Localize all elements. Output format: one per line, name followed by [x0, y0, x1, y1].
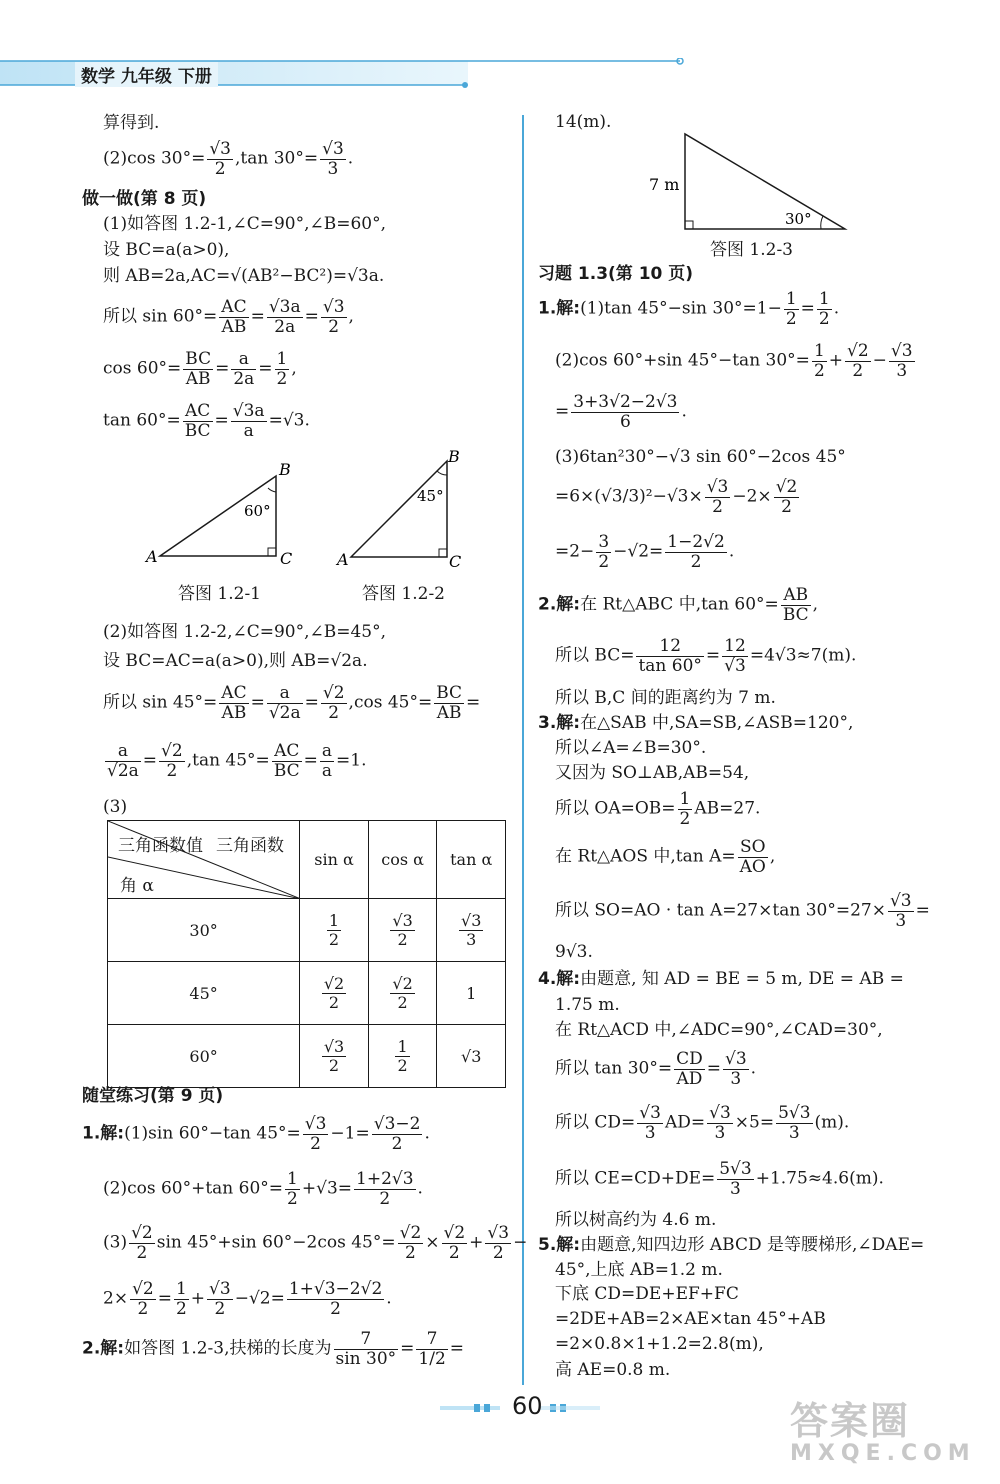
equation-line: 所以 OA=OB= $\frac{1}{2}$ AB=27. [555, 789, 761, 829]
fraction-denominator: 2 [328, 929, 340, 949]
section-heading: 习题 1.3(第 10 页) [538, 264, 694, 284]
fraction [267, 684, 303, 722]
fraction-denominator: 2 [397, 929, 408, 949]
fraction [637, 1104, 663, 1142]
fraction-denominator: 2 [448, 1242, 460, 1263]
fraction [571, 393, 679, 431]
fraction-numerator: √3 [323, 1036, 345, 1056]
fraction [174, 1280, 189, 1318]
fraction [678, 790, 693, 828]
fraction [219, 298, 248, 336]
fraction-denominator: 2 [136, 1242, 148, 1263]
fraction-numerator: √3 [209, 139, 231, 159]
fraction-denominator: 3 [895, 910, 907, 931]
fraction [272, 742, 302, 780]
fraction-denominator: 2 [852, 360, 864, 381]
text-line: 所以 B,C 间的距离约为 7 m. [555, 688, 776, 708]
fraction [781, 586, 811, 624]
fraction-numerator: 1 [276, 349, 288, 369]
fraction [322, 975, 346, 1011]
fraction-denominator: 2 [330, 1298, 341, 1319]
table-cell: 1 [437, 962, 506, 1025]
fraction-numerator: BC [436, 683, 463, 703]
text-line: 1.75 m. [555, 995, 620, 1015]
angle-label: 45° [417, 487, 444, 505]
column-divider [522, 115, 524, 1385]
fraction [267, 298, 303, 336]
equation-line: 所以 CE=CD+DE= $\frac{5√3}{3}$ +1.75≈4.6(m). [555, 1159, 884, 1199]
equation-line: 所以 sin 45°= $\frac{AC}{AB}$ = $\frac{a}{√2a}$ = $\frac{√2}{2}$ ,cos 45°= $\frac{BC}{AB}$ = [103, 683, 481, 723]
fraction-numerator: 5√3 [719, 1159, 752, 1179]
equation-line: 在 Rt△AOS 中,tan A= $\frac{SO}{AO}$ , [555, 837, 776, 877]
trig-values-table [107, 820, 506, 1088]
fraction-denominator: AB [221, 702, 247, 723]
fraction-numerator: √2 [443, 1223, 466, 1243]
fraction-numerator: √3 [889, 891, 912, 911]
fraction-denominator: a [243, 420, 254, 441]
fraction [303, 1115, 329, 1153]
fraction [485, 1224, 511, 1262]
fraction [723, 1050, 749, 1088]
fraction-numerator: √2 [392, 973, 413, 993]
fraction-numerator: √3 [322, 297, 345, 317]
table-cell [437, 899, 506, 962]
fraction [231, 350, 256, 388]
fraction-denominator: BC [782, 604, 809, 625]
table-cell: √3 [437, 1025, 506, 1088]
fraction-numerator: 3+3√2−2√3 [573, 392, 678, 412]
header-tan: tan α [437, 821, 506, 899]
fraction-numerator: 1 [328, 910, 340, 930]
fraction-numerator: √3 [706, 477, 729, 497]
fraction-numerator: 7 [416, 1330, 447, 1350]
equation-line: 所以 CD= $\frac{√3}{3}$ AD= $\frac{√3}{3}$ ×5= $\frac{5√3}{3}$ (m). [555, 1103, 850, 1143]
fraction-numerator: 5√3 [778, 1103, 811, 1123]
fraction [416, 1330, 447, 1368]
vertex-c-label: C [449, 552, 462, 571]
table-cell [300, 1025, 369, 1088]
fraction-denominator: 3 [896, 360, 908, 381]
triangle-shape [351, 461, 447, 557]
fraction-denominator: 2 [379, 1188, 391, 1209]
fraction-denominator: BC [273, 760, 300, 781]
fraction-denominator: AO [739, 856, 766, 877]
fraction-denominator: 2 [328, 702, 340, 723]
fraction [129, 1224, 155, 1262]
row-angle: 45° [108, 962, 300, 1025]
fraction [287, 1280, 384, 1318]
corner-label-top: 三角函数 [216, 836, 284, 856]
fraction-denominator: √2a [107, 760, 139, 781]
vertex-b-label: B [448, 447, 460, 466]
fraction-numerator: 1+√3−2√2 [288, 1279, 383, 1299]
fraction [219, 684, 248, 722]
fraction-denominator: 3 [730, 1178, 741, 1199]
fraction-numerator: a [231, 350, 256, 370]
fraction-numerator: 1 [785, 289, 797, 309]
text-line: (1)如答图 1.2-1,∠C=90°,∠B=60°, [103, 214, 387, 234]
text-line: 14(m). [555, 112, 612, 132]
table-cell [368, 899, 437, 962]
fraction [275, 350, 290, 388]
fraction [327, 912, 341, 948]
fraction-denominator: 3 [466, 929, 477, 949]
equation-line: 1.解:(1)sin 60°−tan 45°= $\frac{√3}{2}$ −1= $\frac{√3-2}{2}$ . [82, 1114, 430, 1154]
fraction-denominator: 2 [214, 158, 226, 179]
fraction-denominator: 3 [327, 158, 339, 179]
fraction-denominator: 2 [781, 496, 792, 517]
fraction-denominator: 3 [714, 1122, 726, 1143]
fraction-numerator: √2 [847, 341, 869, 361]
fraction-numerator: √3 [639, 1103, 661, 1123]
fraction-numerator: a [267, 684, 303, 704]
fraction-denominator: 2 [818, 308, 830, 329]
fraction-denominator: √2a [268, 702, 301, 723]
fraction-denominator: 2 [813, 360, 825, 381]
fraction-numerator: a [105, 742, 141, 762]
table-cell [300, 899, 369, 962]
text-line: 所以∠A=∠B=30°. [555, 738, 707, 758]
fraction [207, 140, 233, 178]
fraction [320, 140, 346, 178]
fraction [459, 912, 483, 948]
fraction [183, 402, 213, 440]
fraction-numerator: √2 [775, 477, 798, 497]
fraction [390, 975, 414, 1011]
table-corner-cell [108, 821, 300, 899]
fraction-denominator: 2 [405, 1242, 416, 1263]
page-number: 60 [512, 1392, 543, 1420]
vertex-c-label: C [280, 549, 293, 568]
fraction-numerator: 1 [818, 289, 830, 309]
equation-line: 所以 BC= $\frac{12}{\tan 60^\circ}$ = $\frac{12}{√3}$ =4√3≈7(m). [555, 636, 857, 676]
fraction [707, 1104, 733, 1142]
table-cell [368, 1025, 437, 1088]
fraction [776, 1104, 812, 1142]
fraction [784, 290, 799, 328]
fraction-numerator: 1+2√3 [356, 1169, 414, 1189]
fraction-denominator: 2 [712, 496, 723, 517]
table-cell [368, 962, 437, 1025]
text-line: 设 BC=a(a>0), [103, 240, 230, 260]
fraction [674, 1050, 705, 1088]
equation-line: 所以 SO=AO · tan A=27×tan 30°=27× $\frac{√3}{3}$ = [555, 891, 930, 931]
section-heading: 随堂练习(第 9 页) [82, 1086, 224, 1106]
fraction-numerator: AB [781, 586, 811, 606]
fraction [322, 1038, 346, 1074]
text-line: 在 Rt△ACD 中,∠ADC=90°,∠CAD=30°, [555, 1020, 883, 1040]
fraction [159, 742, 185, 780]
text-line: 5.解:由题意,知四边形 ABCD 是等腰梯形,∠DAE= [538, 1235, 925, 1255]
equation-line: (2)cos 60°+tan 60°= $\frac{1}{2}$ +√3= $\frac{1+2√3}{2}$ . [103, 1169, 423, 1209]
equation-line: 所以 tan 30°= $\frac{CD}{AD}$ = $\frac{√3}{3}$ . [555, 1049, 757, 1089]
fraction-numerator: √3a [268, 297, 301, 317]
text-line: 又因为 SO⊥AB,AB=54, [555, 763, 750, 783]
fraction-numerator: √2 [323, 973, 345, 993]
fraction [231, 402, 267, 440]
fraction-numerator: a [321, 741, 333, 761]
fraction-numerator: 1 [287, 1169, 298, 1189]
figure-caption: 答图 1.2-3 [710, 240, 793, 260]
row-angle: 60° [108, 1025, 300, 1088]
vertex-b-label: B [279, 460, 291, 479]
fraction-numerator: 1−2√2 [667, 532, 725, 552]
fraction-denominator: tan 60° [638, 655, 702, 676]
page-header-title: 数学 九年级 下册 [75, 62, 218, 87]
fraction-denominator: 6 [619, 411, 631, 432]
fraction [320, 742, 334, 780]
text-line: 下底 CD=DE+EF+FC [555, 1284, 739, 1304]
fraction [888, 892, 914, 930]
text-line: 45°,上底 AB=1.2 m. [555, 1260, 723, 1280]
fraction-numerator: 1 [175, 1279, 187, 1299]
fraction-numerator: 1 [397, 1036, 408, 1056]
equation-line: 2.解:在 Rt△ABC 中,tan 60°= $\frac{AB}{BC}$ , [538, 585, 819, 625]
fraction [390, 912, 414, 948]
fraction-numerator: √3a [232, 401, 265, 421]
fraction [889, 342, 915, 380]
equation-line: (2)cos 60°+sin 45°−tan 30°= $\frac{1}{2}$ + $\frac{√2}{2}$ − $\frac{√3}{3}$ [555, 341, 913, 381]
fraction-numerator: √2 [322, 683, 345, 703]
fraction-numerator: √3 [209, 1279, 231, 1299]
fraction-numerator: √3 [322, 139, 344, 159]
fraction [321, 684, 347, 722]
fraction-denominator: 2 [328, 1055, 340, 1075]
fraction-denominator: 2 [310, 1133, 321, 1154]
equation-line: 1.解:(1)tan 45°−sin 30°=1− $\frac{1}{2}$ = $\frac{1}{2}$ . [538, 289, 840, 329]
fraction-numerator: √3 [392, 910, 413, 930]
fraction-denominator: 2 [175, 1298, 187, 1319]
fraction [105, 742, 141, 780]
fraction [334, 1330, 399, 1368]
fraction-denominator: 1/2 [418, 1348, 446, 1369]
fraction-numerator: 12 [636, 637, 703, 657]
fraction [395, 1038, 409, 1074]
fraction-numerator: 3 [598, 532, 610, 552]
fraction-denominator: AD [676, 1068, 703, 1089]
equation-line: (3) $\frac{√2}{2}$ sin 45°+sin 60°−2cos 45°= $\frac{√2}{2}$ × $\frac{√2}{2}$ + $\frac{√3}{2}$ − [103, 1223, 528, 1263]
row-angle: 30° [108, 899, 300, 962]
section-heading: 做一做(第 8 页) [82, 189, 207, 209]
text-line: 3.解:在△SAB 中,SA=SB,∠ASB=120°, [538, 713, 854, 733]
text-line: =2DE+AB=2×AE×tan 45°+AB [555, 1309, 826, 1329]
fraction-numerator: 1 [813, 341, 825, 361]
header-cos: cos α [368, 821, 437, 899]
fraction-denominator: sin 30° [335, 1348, 397, 1369]
fraction [183, 350, 213, 388]
fraction [705, 478, 731, 516]
equation-line: 2× $\frac{√2}{2}$ = $\frac{1}{2}$ + $\frac{√3}{2}$ −√2= $\frac{1+√3-2√2}{2}$ . [103, 1279, 392, 1319]
fraction-denominator: AB [185, 368, 211, 389]
fraction-numerator: AC [221, 297, 247, 317]
text-line: (2)如答图 1.2-2,∠C=90°,∠B=45°, [103, 622, 387, 642]
fraction-denominator: 2 [276, 368, 288, 389]
fraction-denominator: 2 [214, 1298, 226, 1319]
fraction [665, 533, 727, 571]
vertex-a-label: A [146, 547, 158, 566]
text-line: 算得到. [103, 113, 160, 133]
fraction-numerator: √3 [461, 910, 482, 930]
text-line: (2)cos 30°= $\frac{√3}{2}$ ,tan 30°= $\frac{√3}{3}$ . [103, 139, 354, 179]
fraction-numerator: BC [185, 349, 212, 369]
fraction-numerator: √2 [399, 1223, 422, 1243]
fraction-denominator: 2 [166, 760, 178, 781]
corner-label-mid: 三角函数值 [118, 836, 203, 856]
figure-1-2-1 [140, 460, 310, 575]
fraction-denominator: 2a [233, 368, 255, 389]
fraction-numerator: 12 [722, 637, 748, 657]
fraction [442, 1224, 468, 1262]
fraction-denominator: 2 [785, 308, 797, 329]
fraction-denominator: 2a [274, 316, 296, 337]
fraction [207, 1280, 233, 1318]
fraction [398, 1224, 424, 1262]
fraction-denominator: 2 [397, 992, 408, 1012]
equation-line: =6×(√3/3)²−√3× $\frac{√3}{2}$ −2× $\frac{√2}{2}$ [555, 477, 798, 517]
corner-label-bottom: 角 α [120, 876, 154, 896]
fraction-numerator: √2 [131, 1223, 153, 1243]
triangle-shape [685, 134, 845, 229]
fraction-denominator: 2 [492, 1242, 504, 1263]
equation-line: tan 60°= $\frac{AC}{BC}$ = $\frac{√3a}{a}$ =√3. [103, 401, 310, 441]
figure-caption: 答图 1.2-1 [178, 584, 261, 604]
fraction [354, 1170, 416, 1208]
fraction-numerator: √3 [890, 341, 913, 361]
text-line: =2×0.8×1+1.2=2.8(m), [555, 1334, 764, 1354]
fraction [817, 290, 832, 328]
fraction-denominator: BC [184, 420, 211, 441]
fraction-numerator: √3 [725, 1049, 747, 1069]
fraction-denominator: 2 [679, 808, 691, 829]
fraction [722, 637, 748, 675]
angle-label: 60° [244, 502, 271, 520]
figure-caption: 答图 1.2-2 [362, 584, 445, 604]
angle-label: 30° [785, 210, 812, 228]
fraction-denominator: 2 [328, 992, 340, 1012]
equation-line: =2− $\frac{3}{2}$ −√2= $\frac{1-2√2}{2}$ . [555, 532, 735, 572]
fraction [845, 342, 871, 380]
fraction [434, 684, 464, 722]
fraction [717, 1160, 753, 1198]
fraction-denominator: 2 [391, 1133, 403, 1154]
figure-1-2-3 [645, 128, 855, 236]
equation-line: cos 60°= $\frac{BC}{AB}$ = $\frac{a}{2a}$ = $\frac{1}{2}$ , [103, 349, 297, 389]
fraction-denominator: 2 [690, 551, 702, 572]
fraction [812, 342, 827, 380]
equation-line: $\frac{a}{√2a}$ = $\frac{√2}{2}$ ,tan 45°= $\frac{AC}{BC}$ = $\frac{a}{a}$ =1. [107, 741, 367, 781]
equation-line: 2.解:如答图 1.2-3,扶梯的长度为 $\frac{7}{\sin 30^\circ}$ = $\frac{7}{1/2}$ = [82, 1329, 465, 1369]
figure-1-2-2 [335, 445, 475, 575]
header-sin: sin α [300, 821, 369, 899]
table-cell [300, 962, 369, 1025]
text-line: 所以树高约为 4.6 m. [555, 1210, 717, 1230]
fraction [372, 1115, 423, 1153]
fraction-numerator: √2 [132, 1279, 154, 1299]
fraction [636, 637, 703, 675]
watermark-logo: 答案圈 MXQE.COM [790, 1399, 976, 1466]
fraction-numerator: 7 [334, 1330, 399, 1350]
side-label: 7 m [649, 175, 680, 194]
fraction [130, 1280, 156, 1318]
fraction-numerator: √3−2 [373, 1114, 421, 1134]
vertex-a-label: A [337, 550, 349, 569]
fraction-numerator: CD [676, 1049, 703, 1069]
fraction-numerator: AC [183, 402, 213, 422]
fraction [738, 838, 768, 876]
fraction-denominator: 2 [287, 1188, 298, 1209]
fraction-denominator: 2 [397, 1055, 408, 1075]
fraction-denominator: AB [436, 702, 462, 723]
fraction-numerator: SO [738, 838, 768, 858]
fraction-denominator: 3 [788, 1122, 800, 1143]
fraction-denominator: 3 [644, 1122, 656, 1143]
text-line: (3)6tan²30°−√3 sin 60°−2cos 45° [555, 447, 846, 467]
text-line: 设 BC=AC=a(a>0),则 AB=√2a. [103, 651, 368, 671]
fraction-numerator: √2 [161, 741, 183, 761]
fraction-denominator: a [321, 760, 333, 781]
fraction-denominator: AB [221, 316, 247, 337]
equation-line: = $\frac{3+3√2-2√3}{6}$ . [555, 392, 687, 432]
fraction-numerator: AC [221, 683, 247, 703]
fraction-numerator: AC [272, 742, 302, 762]
fraction-denominator: √3 [724, 655, 746, 676]
fraction [596, 533, 611, 571]
fraction [321, 298, 347, 336]
text-line: (3) [103, 797, 128, 817]
fraction-denominator: 2 [328, 316, 340, 337]
fraction-numerator: 1 [679, 789, 691, 809]
fraction [285, 1170, 300, 1208]
fraction-denominator: 2 [137, 1298, 149, 1319]
text-line: 则 AB=2a,AC=√(AB²−BC²)=√3a. [103, 266, 385, 286]
text-line: 9√3. [555, 942, 593, 962]
text-line: 4.解:由题意, 知 AD = BE = 5 m, DE = AB = [538, 969, 904, 989]
fraction-denominator: 3 [730, 1068, 742, 1089]
text-line: 高 AE=0.8 m. [555, 1360, 671, 1380]
fraction-numerator: √3 [487, 1223, 510, 1243]
fraction-denominator: 2 [598, 551, 610, 572]
fraction-numerator: √3 [709, 1103, 731, 1123]
fraction-numerator: √3 [304, 1114, 327, 1134]
fraction [774, 478, 800, 516]
equation-line: 所以 sin 60°= $\frac{AC}{AB}$ = $\frac{√3a}{2a}$ = $\frac{√3}{2}$ , [103, 297, 354, 337]
